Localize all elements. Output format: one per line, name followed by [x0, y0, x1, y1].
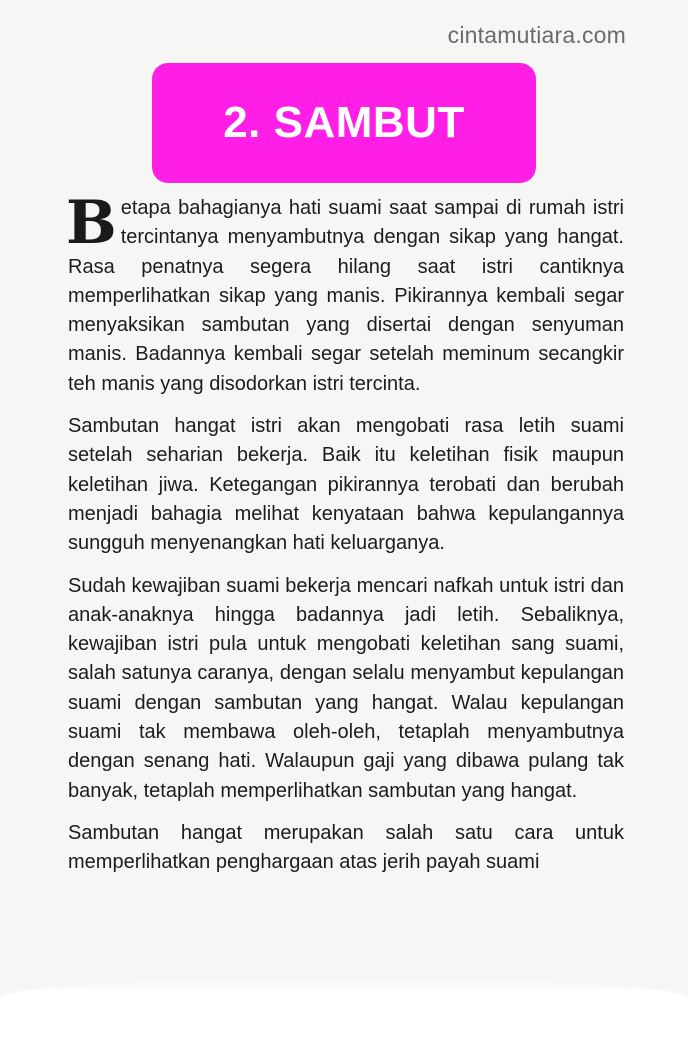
drop-cap: B: [66, 188, 117, 258]
site-watermark: cintamutiara.com: [447, 22, 626, 48]
paragraph-4: Sambutan hangat merupakan salah satu cara untuk memperlihatkan penghargaan atas jerih payah suami: [68, 821, 624, 874]
page-bottom-fade: [0, 978, 688, 1050]
page-title: 2. SAMBUT: [223, 98, 465, 147]
paragraph-3: Sudah kewajiban suami bekerja mencari nafkah untuk istri dan anak-anaknya hingga badannya jadi letih. Sebaliknya, kewajiban istri pula untuk mengobati keletihan sang suami, salah satunya caranya, dengan selalu menyambut kepulangan suami dengan sambutan yang hangat. Walau kepulangan suami tak membawa oleh-oleh, tetaplah menyambutnya dengan senang hati. Walaupun gaji yang dibawa pulang tak banyak, tetaplah memperlihatkan sambutan yang hangat.: [68, 574, 624, 802]
paragraph-1: [66, 188, 624, 399]
title-banner: [152, 63, 536, 183]
article-body: [66, 188, 624, 891]
paragraph-2: Sambutan hangat istri akan mengobati rasa letih suami setelah seharian bekerja. Baik itu keletihan fisik maupun keletihan jiwa. Ketegangan pikirannya terobati dan berubah menjadi bahagia melihat kenyataan bahwa kepulangannya sungguh menyenangkan hati keluarganya.: [68, 415, 624, 555]
paragraph-1-text: etapa bahagianya hati suami saat sampai di rumah istri tercintanya menyambutnya dengan sikap yang hangat. Rasa penatnya segera hilang saat istri cantiknya memperlihatkan sikap yang manis. Pikirannya kembali segar menyaksikan sambutan yang disertai dengan senyuman manis. Badannya kembali segar setelah meminum secangkir teh manis yang disodorkan istri tercinta.: [68, 197, 624, 395]
